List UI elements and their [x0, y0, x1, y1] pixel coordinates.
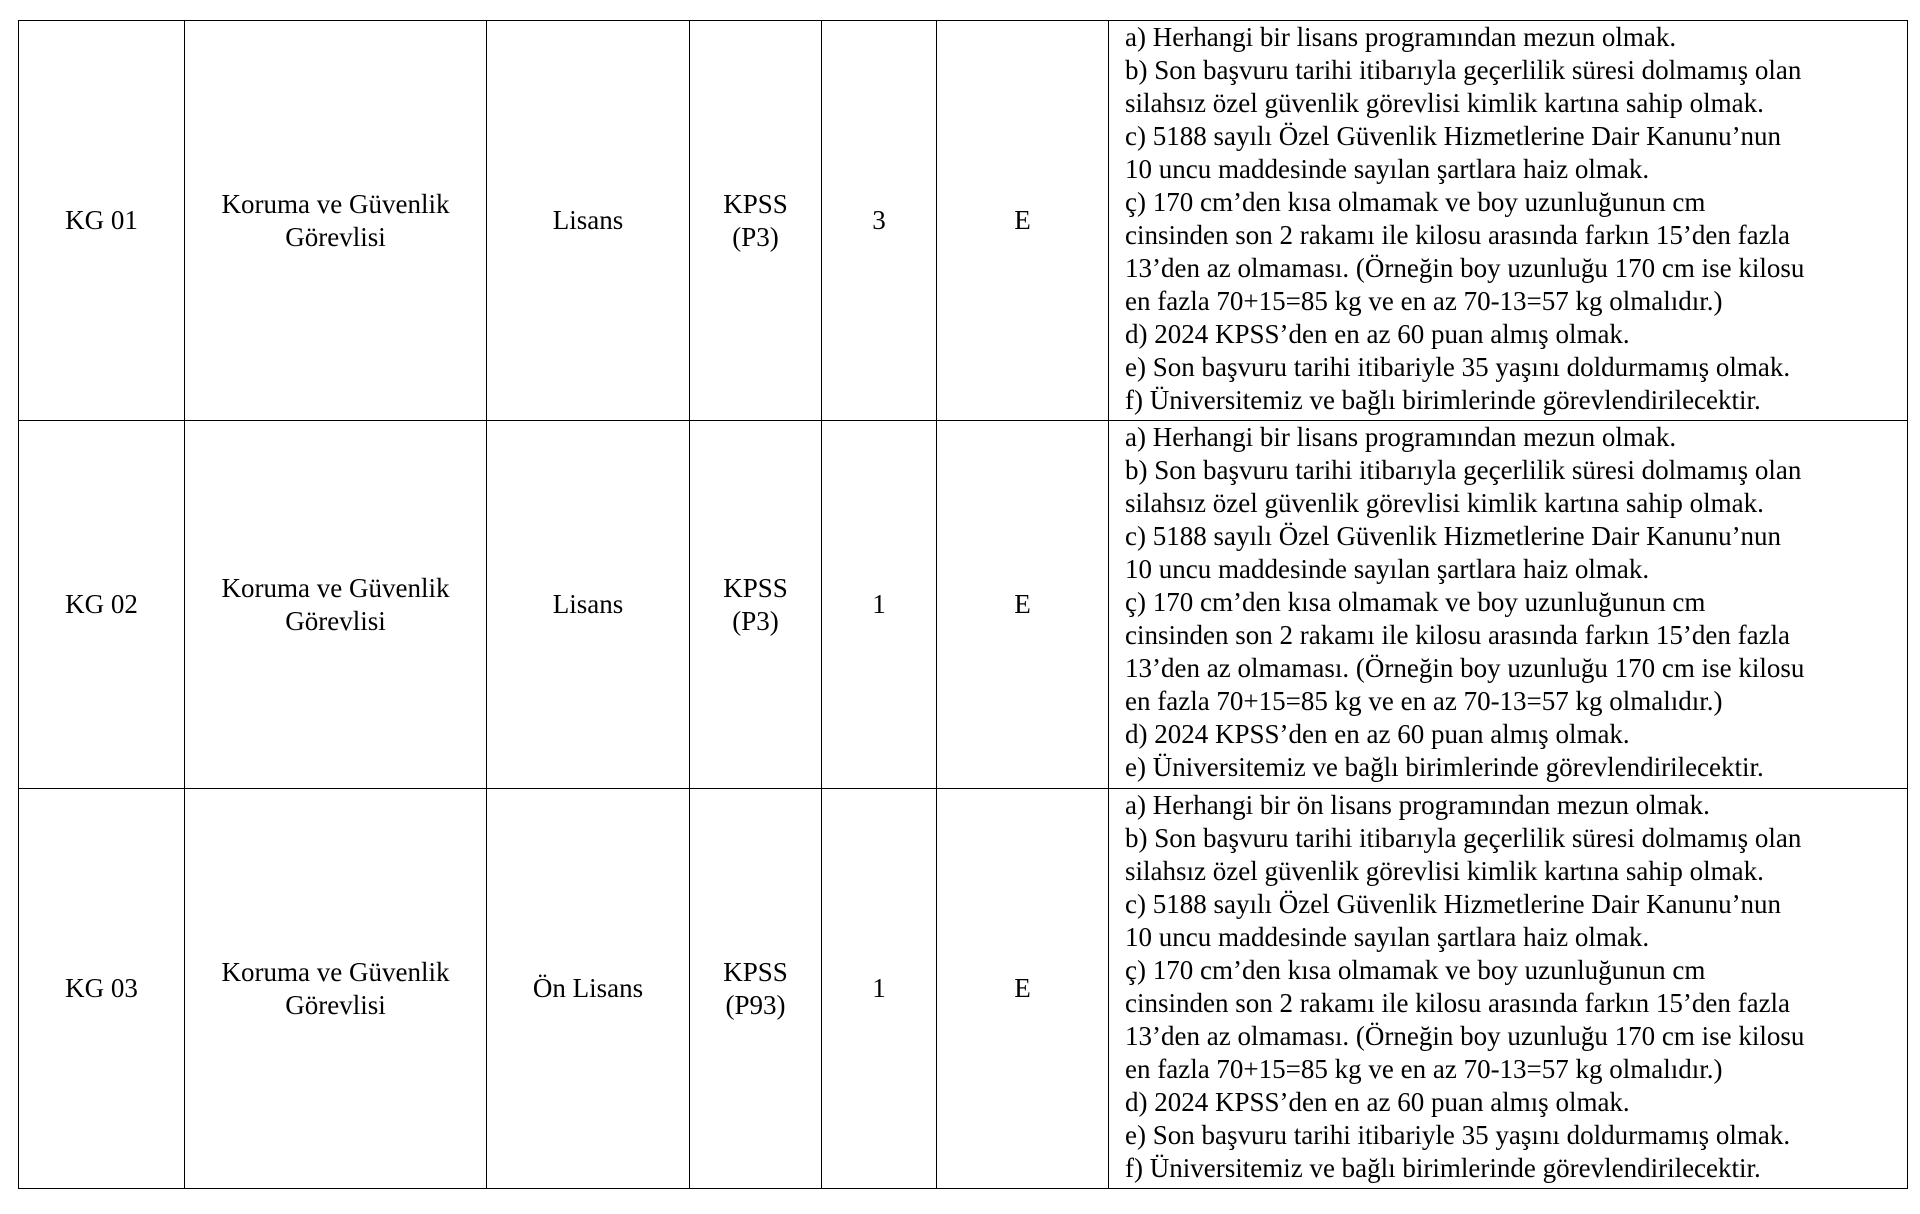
- education-level-cell: [487, 789, 690, 1189]
- requirement-line: f) Üniversitemiz ve bağlı birimlerinde görevlendirilecektir.: [1125, 385, 1761, 415]
- requirement-line: c) 5188 sayılı Özel Güvenlik Hizmetlerine Dair Kanunu’nun: [1125, 521, 1782, 551]
- gender-cell: [937, 421, 1109, 789]
- requirement-line: 13’den az olmaması. (Örneğin boy uzunluğu 170 cm ise kilosu: [1125, 253, 1805, 283]
- exam-type-line: KPSS: [723, 188, 788, 219]
- requirement-line: b) Son başvuru tarihi itibarıyla geçerlilik süresi dolmamış olan: [1125, 823, 1802, 853]
- position-code: KG 02: [65, 589, 138, 619]
- position-title-cell: [185, 789, 487, 1189]
- requirement-line: ç) 170 cm’den kısa olmamak ve boy uzunluğunun cm: [1125, 187, 1706, 217]
- requirement-line: e) Üniversitemiz ve bağlı birimlerinde görevlendirilecektir.: [1125, 752, 1764, 782]
- position-code: KG 01: [65, 205, 138, 235]
- position-count: 3: [872, 205, 886, 235]
- gender: E: [1014, 589, 1031, 619]
- exam-type-line: (P3): [732, 221, 779, 252]
- exam-type-line: (P3): [732, 605, 779, 636]
- requirement-line: 10 uncu maddesinde sayılan şartlara haiz olmak.: [1125, 922, 1650, 952]
- requirement-line: cinsinden son 2 rakamı ile kilosu arasında farkın 15’den fazla: [1125, 988, 1791, 1018]
- requirement-line: silahsız özel güvenlik görevlisi kimlik kartına sahip olmak.: [1125, 856, 1764, 886]
- position-title-line: Koruma ve Güvenlik: [221, 188, 450, 219]
- position-count-cell: [822, 421, 937, 789]
- position-count-cell: [822, 21, 937, 421]
- position-title-line: Koruma ve Güvenlik: [221, 572, 450, 603]
- position-count: 1: [872, 973, 886, 1003]
- requirement-line: 13’den az olmaması. (Örneğin boy uzunluğu 170 cm ise kilosu: [1125, 1021, 1805, 1051]
- requirements-cell: [1109, 421, 1908, 789]
- requirement-line: silahsız özel güvenlik görevlisi kimlik kartına sahip olmak.: [1125, 88, 1764, 118]
- position-count-cell: [822, 789, 937, 1189]
- table-row: [19, 789, 1908, 1189]
- requirement-line: d) 2024 KPSS’den en az 60 puan almış olmak.: [1125, 1087, 1630, 1117]
- requirement-line: en fazla 70+15=85 kg ve en az 70-13=57 kg olmalıdır.): [1125, 1054, 1723, 1084]
- exam-type-line: KPSS: [723, 956, 788, 987]
- requirement-line: d) 2024 KPSS’den en az 60 puan almış olmak.: [1125, 719, 1630, 749]
- requirement-line: c) 5188 sayılı Özel Güvenlik Hizmetlerine Dair Kanunu’nun: [1125, 889, 1782, 919]
- gender-cell: [937, 21, 1109, 421]
- position-title-cell: [185, 421, 487, 789]
- table-row: [19, 421, 1908, 789]
- requirement-line: silahsız özel güvenlik görevlisi kimlik kartına sahip olmak.: [1125, 488, 1764, 518]
- requirement-line: cinsinden son 2 rakamı ile kilosu arasında farkın 15’den fazla: [1125, 620, 1791, 650]
- requirement-line: b) Son başvuru tarihi itibarıyla geçerlilik süresi dolmamış olan: [1125, 55, 1802, 85]
- requirement-line: f) Üniversitemiz ve bağlı birimlerinde görevlendirilecektir.: [1125, 1153, 1761, 1183]
- requirements-cell: [1109, 21, 1908, 421]
- table-row: [19, 21, 1908, 421]
- requirement-line: b) Son başvuru tarihi itibarıyla geçerlilik süresi dolmamış olan: [1125, 455, 1802, 485]
- gender: E: [1014, 205, 1031, 235]
- education-level: Ön Lisans: [532, 973, 644, 1003]
- positions-table: [18, 20, 1908, 1189]
- exam-type-line: (P93): [725, 989, 786, 1020]
- position-code-cell: [19, 789, 185, 1189]
- requirements-cell: [1109, 789, 1908, 1189]
- position-count: 1: [872, 589, 886, 619]
- position-title-line: Görevlisi: [285, 605, 386, 636]
- requirement-line: a) Herhangi bir lisans programından mezun olmak.: [1125, 422, 1677, 452]
- education-level: Lisans: [552, 589, 624, 619]
- requirement-line: d) 2024 KPSS’den en az 60 puan almış olmak.: [1125, 319, 1630, 349]
- position-title-cell: [185, 21, 487, 421]
- position-title-line: Görevlisi: [285, 221, 386, 252]
- requirement-line: en fazla 70+15=85 kg ve en az 70-13=57 kg olmalıdır.): [1125, 286, 1723, 316]
- requirement-line: 10 uncu maddesinde sayılan şartlara haiz olmak.: [1125, 154, 1650, 184]
- requirement-line: e) Son başvuru tarihi itibariyle 35 yaşını doldurmamış olmak.: [1125, 352, 1791, 382]
- position-title-line: Görevlisi: [285, 989, 386, 1020]
- requirement-line: ç) 170 cm’den kısa olmamak ve boy uzunluğunun cm: [1125, 955, 1706, 985]
- requirement-line: a) Herhangi bir lisans programından mezun olmak.: [1125, 22, 1677, 52]
- position-code: KG 03: [65, 973, 138, 1003]
- gender-cell: [937, 789, 1109, 1189]
- gender: E: [1014, 973, 1031, 1003]
- position-title-line: Koruma ve Güvenlik: [221, 956, 450, 987]
- requirement-line: en fazla 70+15=85 kg ve en az 70-13=57 kg olmalıdır.): [1125, 686, 1723, 716]
- exam-type-cell: [690, 421, 822, 789]
- exam-type-line: KPSS: [723, 572, 788, 603]
- position-code-cell: [19, 21, 185, 421]
- requirement-line: 10 uncu maddesinde sayılan şartlara haiz olmak.: [1125, 554, 1650, 584]
- requirement-line: e) Son başvuru tarihi itibariyle 35 yaşını doldurmamış olmak.: [1125, 1120, 1791, 1150]
- requirement-line: 13’den az olmaması. (Örneğin boy uzunluğu 170 cm ise kilosu: [1125, 653, 1805, 683]
- requirement-line: ç) 170 cm’den kısa olmamak ve boy uzunluğunun cm: [1125, 587, 1706, 617]
- requirement-line: c) 5188 sayılı Özel Güvenlik Hizmetlerine Dair Kanunu’nun: [1125, 121, 1782, 151]
- requirement-line: a) Herhangi bir ön lisans programından mezun olmak.: [1125, 790, 1710, 820]
- exam-type-cell: [690, 789, 822, 1189]
- position-code-cell: [19, 421, 185, 789]
- education-level-cell: [487, 21, 690, 421]
- education-level-cell: [487, 421, 690, 789]
- exam-type-cell: [690, 21, 822, 421]
- requirement-line: cinsinden son 2 rakamı ile kilosu arasında farkın 15’den fazla: [1125, 220, 1791, 250]
- education-level: Lisans: [552, 205, 624, 235]
